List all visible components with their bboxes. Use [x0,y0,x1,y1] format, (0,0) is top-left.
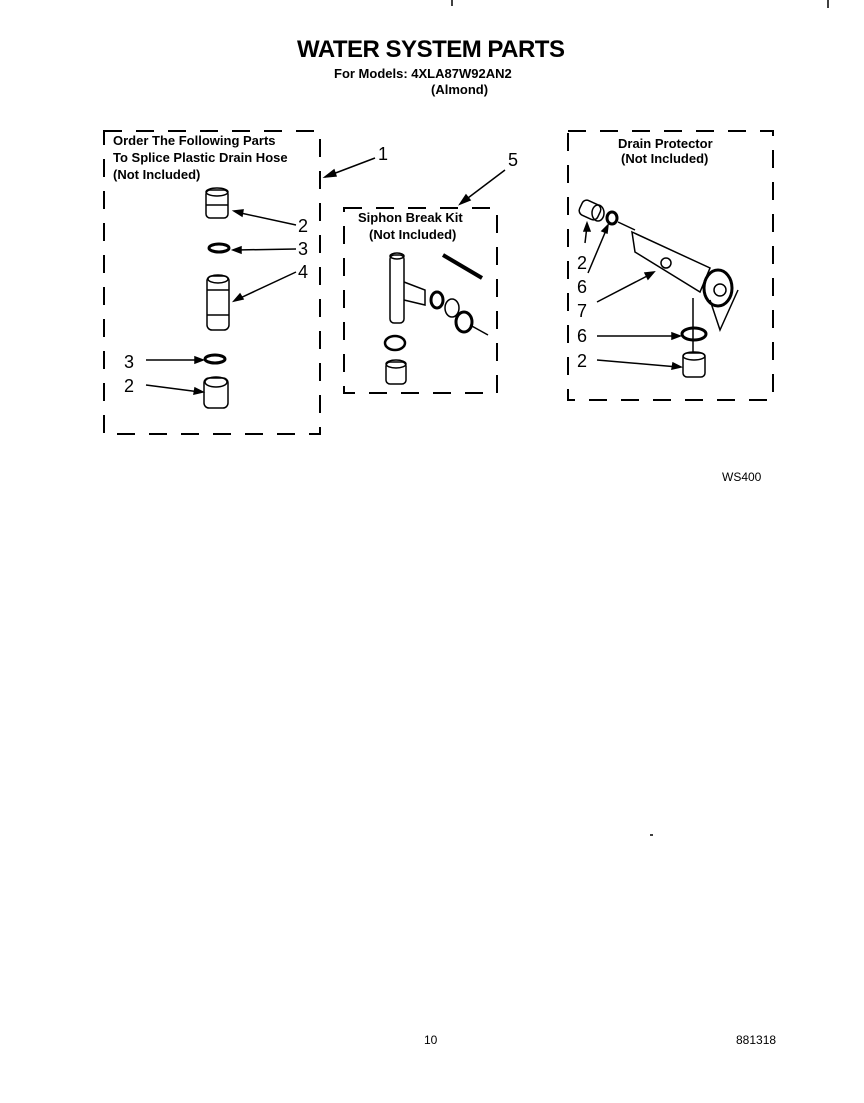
siphon-parts [385,253,488,384]
arrowhead [325,170,336,177]
doc-number: 881318 [736,1033,777,1047]
page-title: WATER SYSTEM PARTS [297,36,565,63]
part-number: 3 [124,352,135,372]
models-line: For Models: 4XLA87W92AN2 [334,66,512,81]
part-number: 7 [577,301,588,321]
siphon-label-2: (Not Included) [369,227,457,242]
drain-label-2: (Not Included) [621,151,709,166]
part-number: 6 [577,326,588,346]
arrowhead [460,195,470,204]
part-number: 3 [298,239,309,259]
part-number: 2 [124,376,135,396]
splice-label-3: (Not Included) [113,167,201,182]
part-number: 2 [577,351,588,371]
splice-parts [146,188,296,408]
splice-label-2: To Splice Plastic Drain Hose [113,150,288,165]
color-line: (Almond) [431,82,489,97]
part-number: 2 [298,216,309,236]
drain-label-1: Drain Protector [618,136,713,151]
part-number: 4 [298,262,309,282]
diagram-code: WS400 [722,470,762,484]
page-number: 10 [424,1033,438,1047]
siphon-label-1: Siphon Break Kit [358,210,463,225]
splice-label-1: Order The Following Parts [113,133,276,148]
part-number: 6 [577,277,588,297]
drain-protector-parts [578,199,738,377]
part-number: 2 [577,253,588,273]
callout-5: 5 [508,150,519,170]
callout-1: 1 [378,144,389,164]
